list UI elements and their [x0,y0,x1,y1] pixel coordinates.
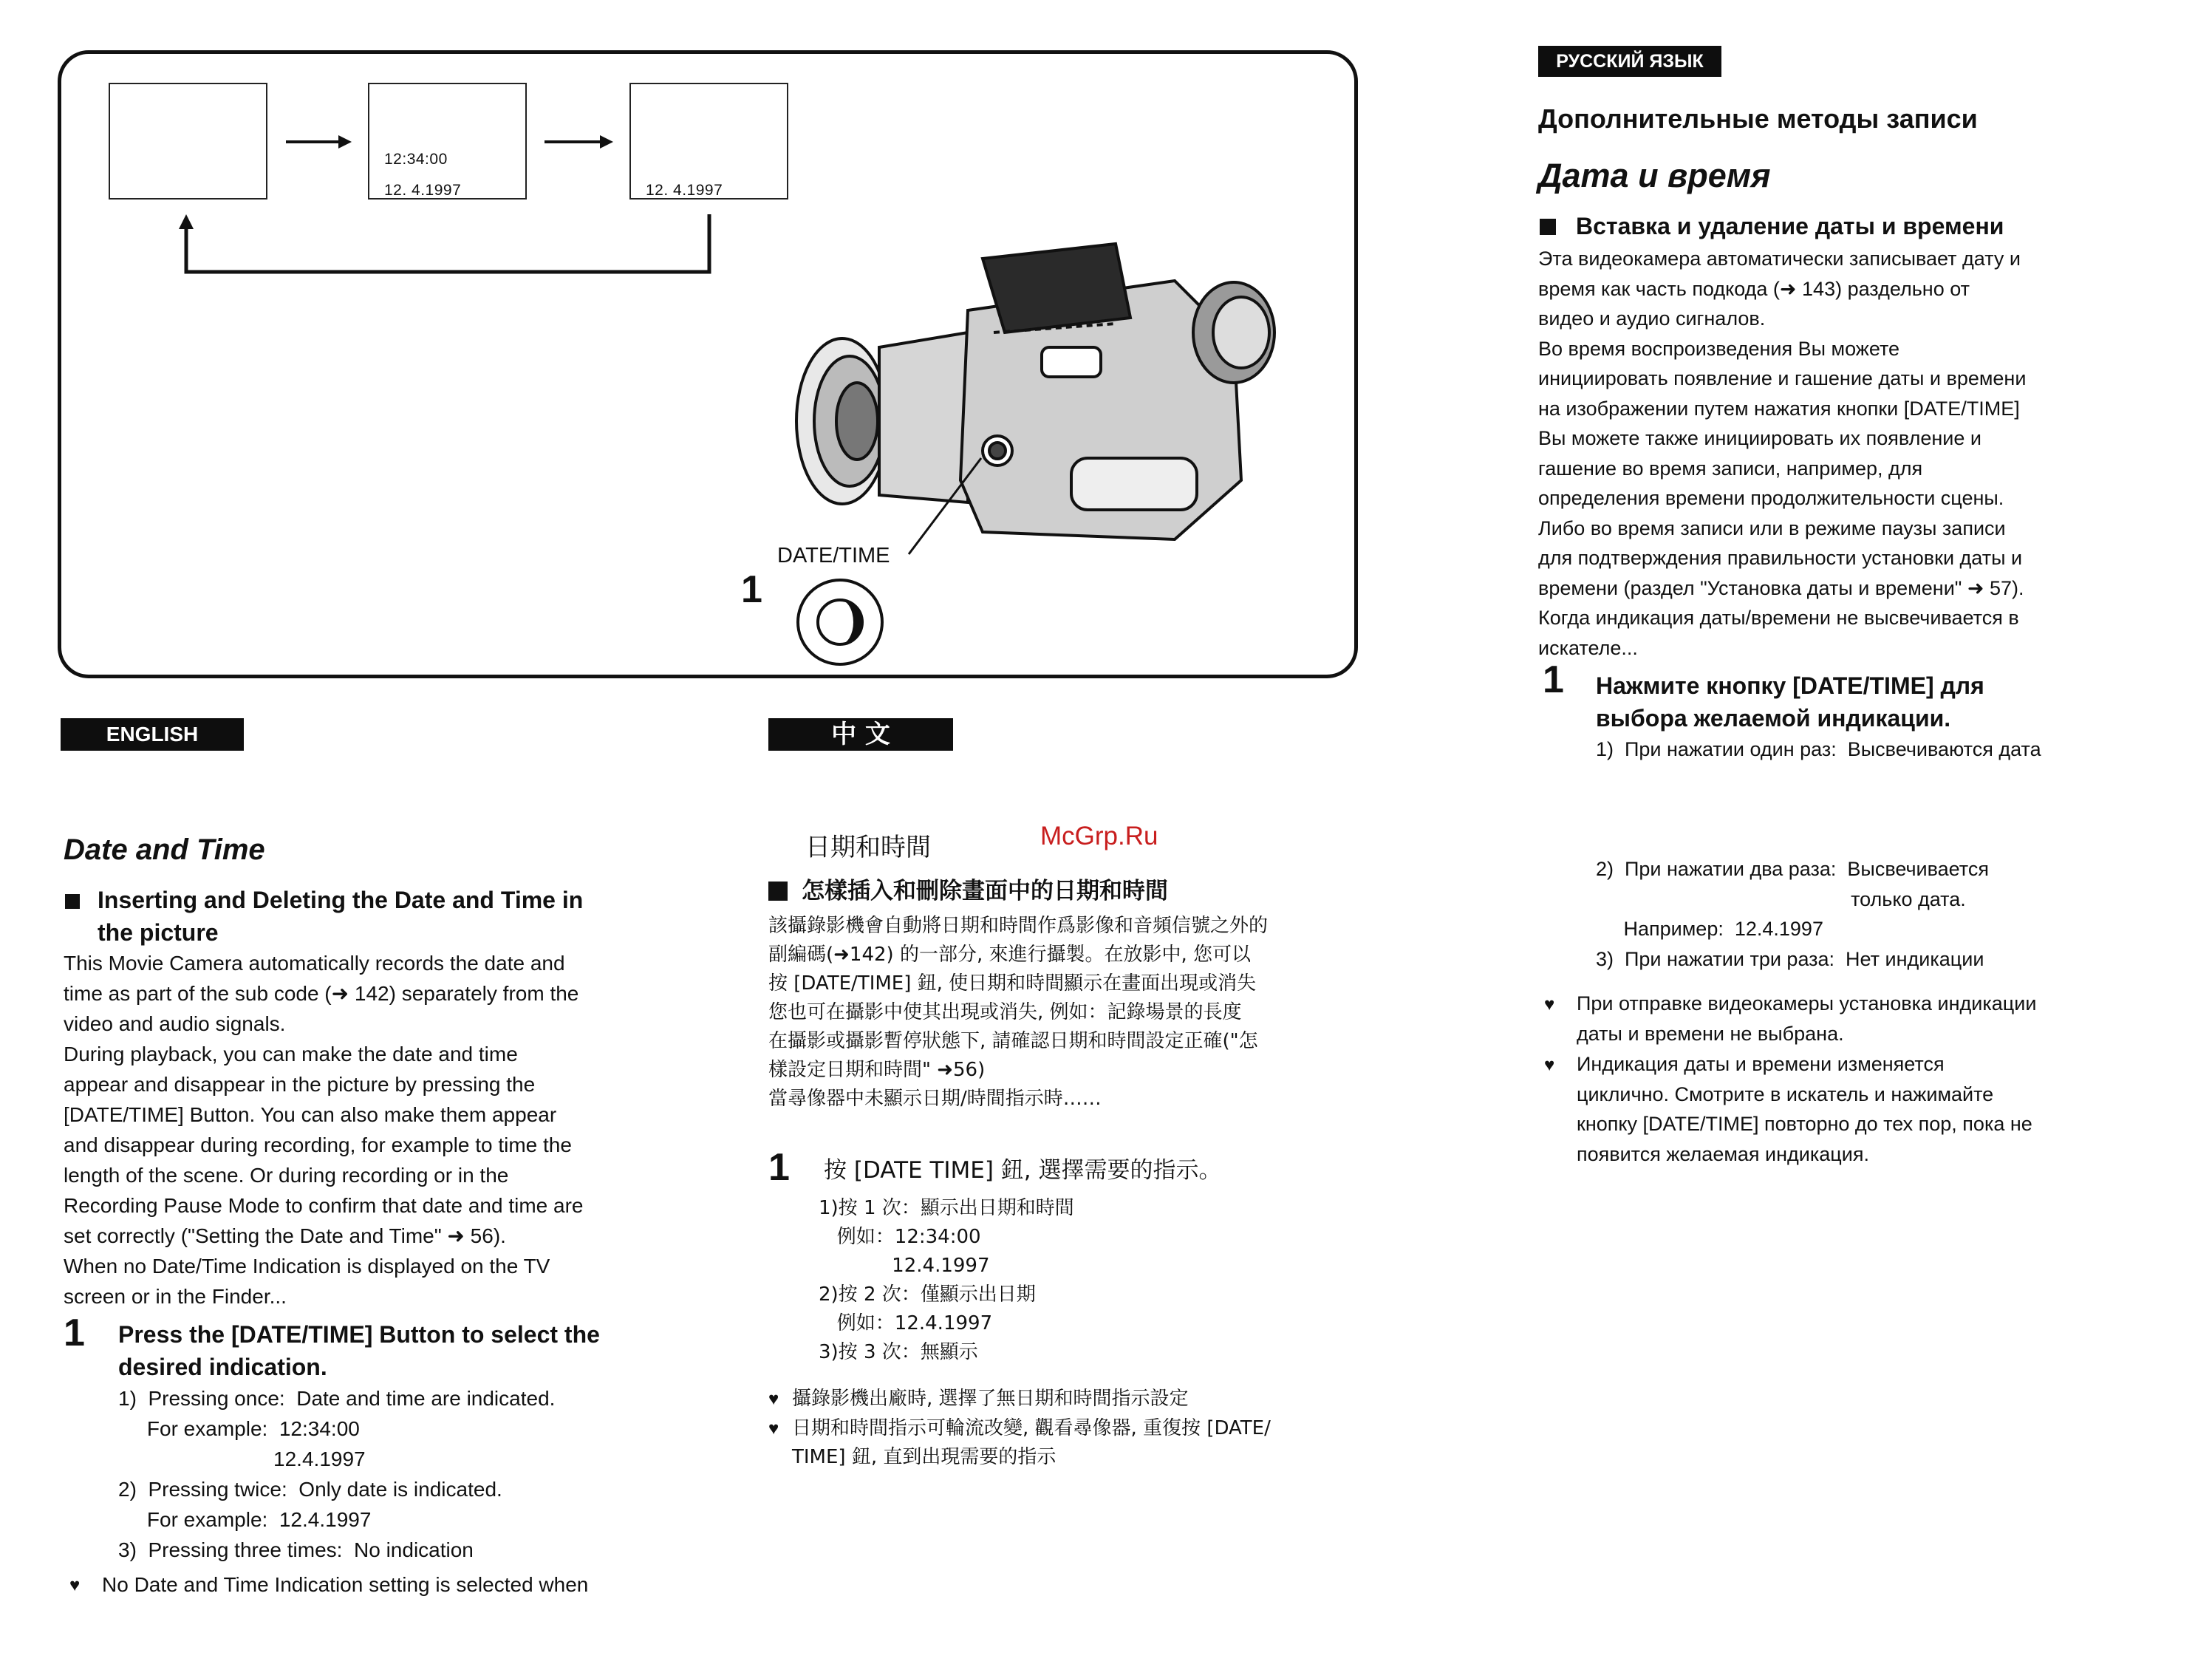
arrow-right-icon [338,135,352,149]
screen-date-text: 12. 4.1997 [384,182,462,199]
english-body-text: This Movie Camera automatically records the date and time as part of the sub code (➜ 142) separately from the video and audio signals. During playback, you can make the date and time appear and disappear in the picture by pressing the [DATE/TIME] Button. You can also make them appear and disappear during recording, for example to time the length of the scene. Or during recording or in the Recording Pause Mode to confirm that date and time are set correctly ("Setting the Date and Time" ➜ 56). When no Date/Time Indication is displayed on the TV screen or in the Finder... [64,952,584,1308]
russian-note-1: При отправке видеокамеры установка индикации даты и времени не выбрана. [1577,992,2037,1045]
russian-section-heading: Вставка и удаление даты и времени [1576,213,2004,239]
arrow-up-icon [179,214,194,229]
chinese-note-1: 攝錄影機出廠時, 選擇了無日期和時間指示設定 [792,1388,1189,1410]
english-section-heading: Inserting and Deleting the Date and Time in the picture [98,887,584,946]
section-square-icon [65,894,80,909]
chinese-note-2: 日期和時間指示可輪流改變, 觀看尋像器, 重復按 [DATE/ TIME] 鈕, 直到出現需要的指示 [792,1417,1271,1468]
date-time-button-icon [794,576,890,672]
russian-chapter-title: Дополнительные методы записи [1538,103,1978,134]
screen-time-text: 12:34:00 [384,151,448,168]
heart-bullet-icon: ♥ [1544,1055,1555,1075]
english-note: No Date and Time Indication setting is selected when [102,1573,589,1596]
russian-step-number: 1 [1543,658,1564,701]
heart-bullet-icon: ♥ [768,1419,779,1439]
chinese-step-heading: 按 [DATE TIME] 鈕, 選擇需要的指示。 [824,1157,1222,1184]
chinese-step-number: 1 [768,1146,790,1189]
arrow-right-icon [600,135,613,149]
screen-date-text: 12. 4.1997 [646,182,723,199]
chinese-body-text: 該攝錄影機會自動將日期和時間作爲影像和音頻信號之外的 副編碼(➜142) 的一部分, 來進行攝製。在放影中, 您可以 按 [DATE/TIME] 鈕, 使日期和時間顯示在畫面出現或消失 您也可在攝影中使其出現或消失, 例如：記錄場景的長度 在攝影或攝影暫停狀態下, 請確認日期和時間設定正確("怎 樣設定日期和時間" ➜56) 當尋像器中未顯示日期/時間指示時…… [768,915,1269,1110]
chinese-section-heading: 怎樣插入和刪除畫面中的日期和時間 [802,878,1168,904]
english-step-items: 1) Pressing once: Date and time are indicated. For example: 12:34:00 12.4.1997 2) Pressing twice: Only date is indicated. For example: 12.4.1997 3) Pressing three times: No indication [118,1387,556,1561]
heart-bullet-icon: ♥ [69,1575,81,1595]
english-step-heading: Press the [DATE/TIME] Button to select the desired indication. [118,1321,600,1380]
russian-step-items: 2) При нажатии два раза: Высвечивается только дата. Например: 12.4.1997 3) При нажатии три раза: Нет индикации [1596,858,1989,970]
english-step-number: 1 [64,1312,85,1354]
chinese-language-badge: 中 文 [768,718,953,751]
russian-language-badge: РУССКИЙ ЯЗЫК [1538,46,1721,77]
heart-bullet-icon: ♥ [768,1389,779,1409]
chinese-title-fragment: 日期和時間 [805,833,931,862]
chinese-step-items: 1)按 1 次：顯示出日期和時間 例如：12:34:00 12.4.1997 2)按 2 次：僅顯示出日期 例如：12.4.1997 3)按 3 次：無顯示 [819,1197,1074,1363]
section-square-icon [768,882,788,901]
russian-step-heading: Нажмите кнопку [DATE/TIME] для выбора желаемой индикации. [1596,672,1984,732]
camcorder-illustration [761,236,1293,562]
russian-page-title: Дата и время [1538,157,1771,194]
date-time-button-label: DATE/TIME [777,544,890,567]
heart-bullet-icon: ♥ [1544,995,1555,1015]
illustration-step-number: 1 [741,568,762,611]
section-square-icon [1540,219,1556,235]
english-language-badge: ENGLISH [61,718,244,751]
watermark: McGrp.Ru [1040,822,1158,850]
russian-body-text: Эта видеокамера автоматически записывает дату и время как часть подкода (➜ 143) раздельно от видео и аудио сигналов. Во время воспроизведения Вы можете инициировать появление и гашение даты и времени на изображении путем нажатия кнопки [DATE/TIME] Вы можете также инициировать их появление и гашение во время записи, например, для определения времени продолжительности сцены. Либо во время записи или в режиме паузы записи для подтверждения правильности установки даты и времени (раздел "Установка даты и времени" ➜ 57). Когда индикация даты/времени не высвечивается в искателе... [1538,248,2027,659]
english-title-fragment: Date and Time [64,833,265,866]
russian-step-item-1: 1) При нажатии один раз: Высвечиваются дата [1596,738,2041,760]
russian-note-2: Индикация даты и времени изменяется циклично. Смотрите в искатель и нажимайте кнопку [DATE/TIME] повторно до тех пор, пока не появится желаемая индикация. [1577,1053,2032,1165]
